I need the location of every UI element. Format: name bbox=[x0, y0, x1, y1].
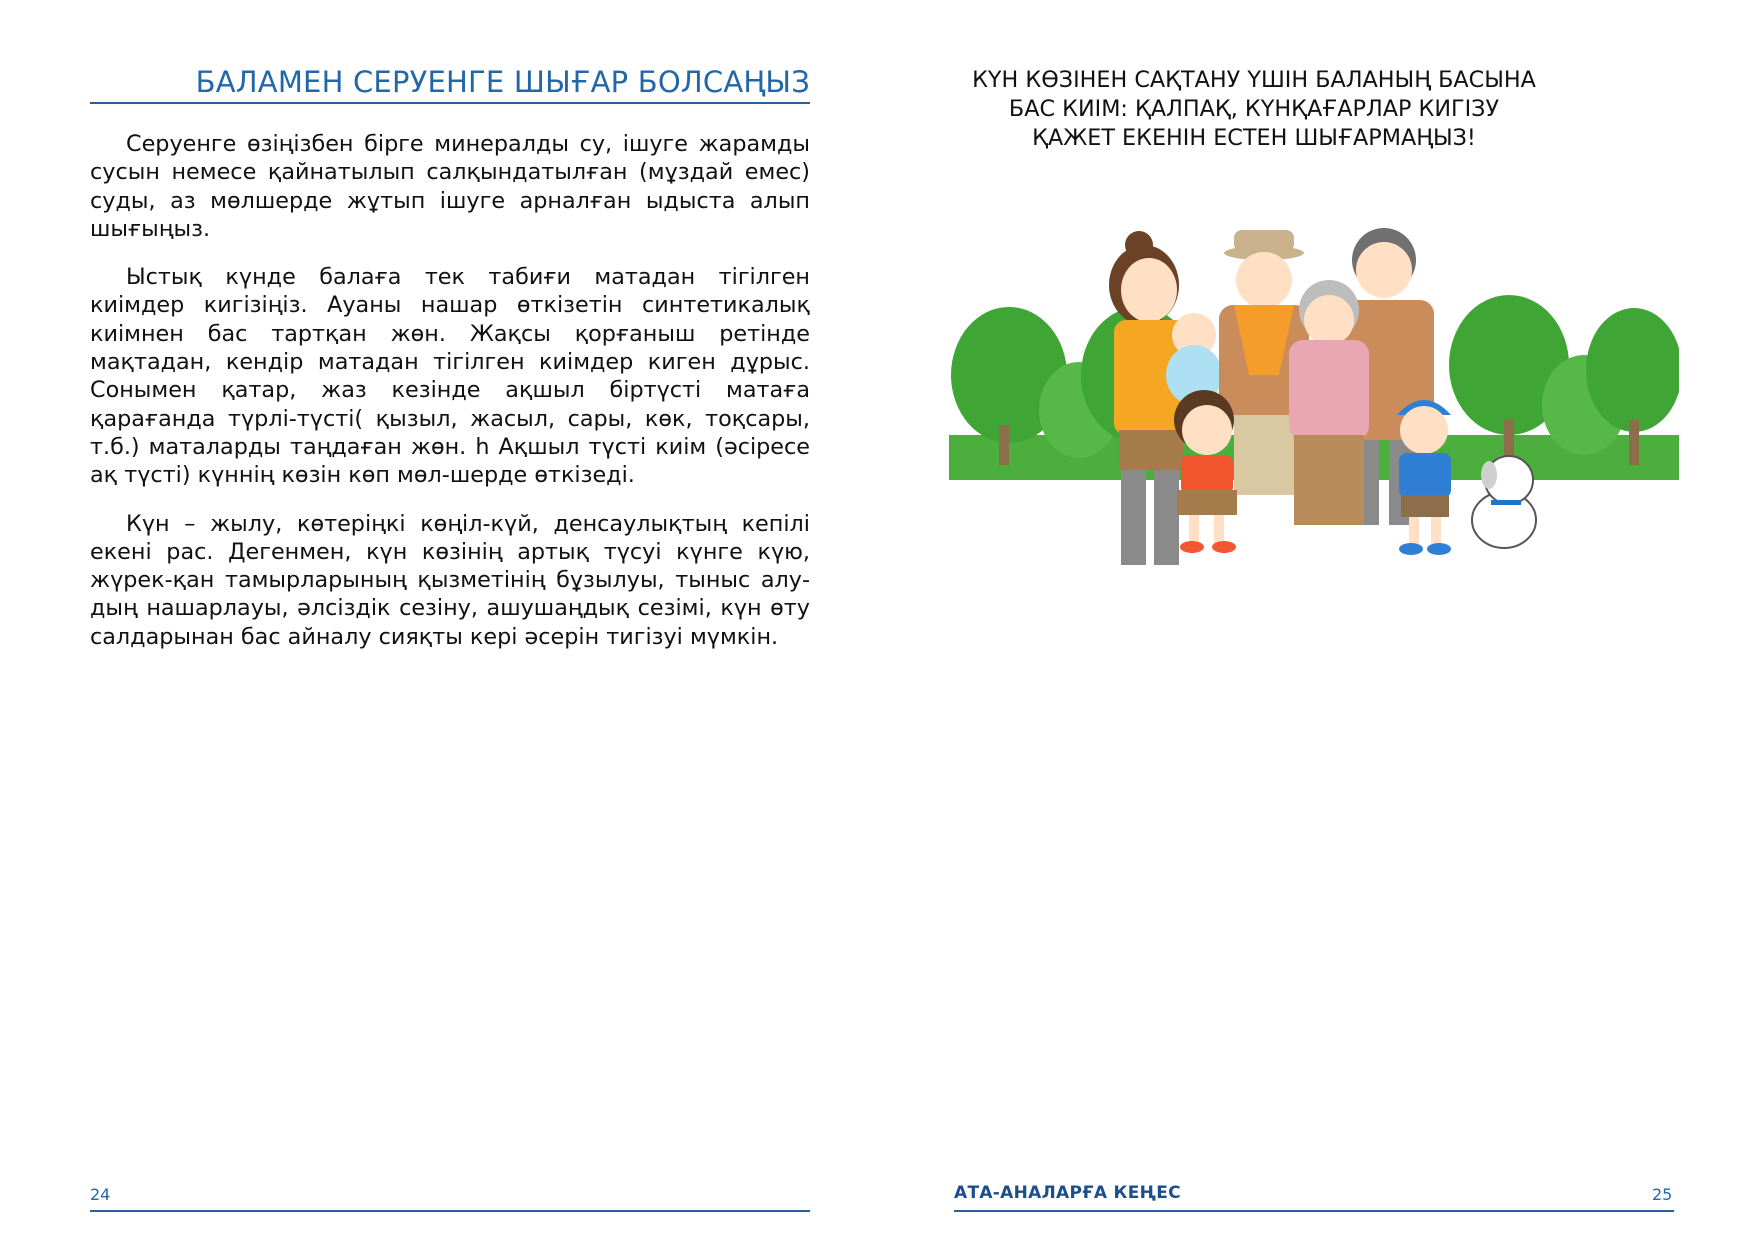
page-number-left: 24 bbox=[90, 1185, 111, 1204]
footer-rule-left bbox=[90, 1210, 810, 1212]
right-page bbox=[874, 0, 1749, 1241]
page-heading: БАЛАМЕН СЕРУЕНГЕ ШЫҒАР БОЛСАҢЫЗ bbox=[195, 65, 810, 99]
dog-icon bbox=[1472, 456, 1536, 548]
girl-icon bbox=[1174, 390, 1237, 553]
baby-icon bbox=[1166, 313, 1222, 405]
heading-underline bbox=[90, 102, 810, 104]
paragraph-clothing: Ыстық күнде балаға тек табиғи матадан тігілген киімдер кигізіңіз. Ауаны нашар өткізетін синтетикалық киімнен бас тартқан жөн. Жақсы қорғаныш ретінде мақтадан, кендір матадан тігілген киімдер киген дұрыс. Сонымен қатар, жаз кезінде ақшыл біртүсті матаға қарағанда түрлі-түсті( қызыл, жасыл, сары, көк, тоқсары, т.б.) маталарды таңдаған жөн. һ Ақшыл түсті киім (әсіресе ақ түсті) күннің көзін көп мөл-шерде өткізеді. bbox=[90, 264, 810, 489]
paragraph-sun: Күн – жылу, көтеріңкі көңіл-күй, денсаулықтың кепілі екені рас. Дегенмен, күн көзінің артық түсуі күнге күю, жүрек-қан тамырларының қызметінің бұзылуы, тыныс алу-дың нашарлауы, әлсіздік сезіну, ашушаңдық сезімі, күн өту салдарынан бас айналу сияқты кері әсерін тигізуі мүмкін. bbox=[90, 510, 810, 650]
left-page bbox=[0, 0, 874, 1241]
grandmother-icon bbox=[1289, 280, 1369, 525]
family-with-dog-illustration bbox=[949, 225, 1679, 635]
footer-title: АТА-АНАЛАРҒА КЕҢЕС bbox=[954, 1183, 1181, 1203]
page-number-right: 25 bbox=[1652, 1185, 1673, 1204]
body-text bbox=[90, 130, 810, 671]
sun-hat-notice: КҮН КӨЗІНЕН САҚТАНУ ҮШІН БАЛАНЫҢ БАСЫНА БАС КИІМ: ҚАЛПАҚ, КҮНҚАҒАРЛАР КИГІЗУ ҚАЖЕТ ЕКЕНІН ЕСТЕН ШЫҒАРМАҢЫЗ! bbox=[972, 67, 1536, 151]
footer-rule-right bbox=[954, 1210, 1674, 1212]
boy-icon bbox=[1397, 400, 1451, 555]
paragraph-water: Серуенге өзіңізбен бірге минералды су, ішуге жарамды сусын немесе қайнатылып салқындатылған (мұздай емес) суды, аз мөлшерде жұтып ішуге арналған ыдыста алып шығыңыз. bbox=[90, 131, 810, 242]
